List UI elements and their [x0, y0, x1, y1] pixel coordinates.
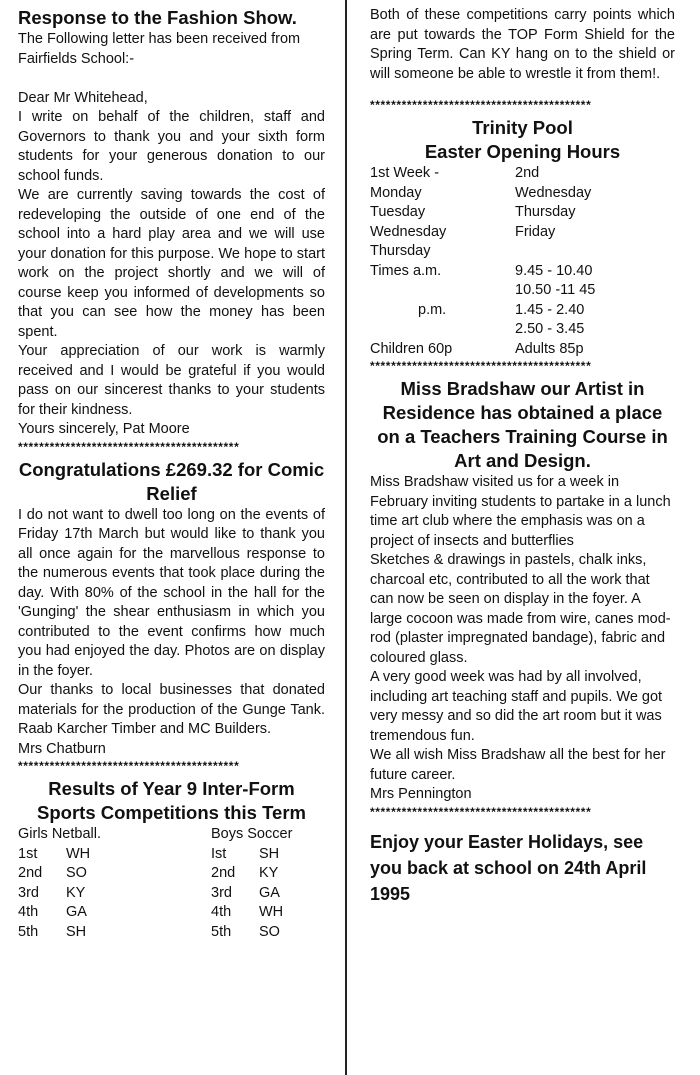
girls-form: WH: [66, 845, 91, 862]
girls-position: 5th: [18, 923, 39, 940]
boys-soccer-label: Boys Soccer: [211, 826, 293, 842]
pool-row: [370, 301, 675, 321]
pool-cell-left: p.m.: [418, 301, 447, 318]
comic-relief-signoff: Mrs Chatburn: [18, 740, 106, 757]
pool-hours-table: [370, 164, 675, 359]
fashion-title: Response to the Fashion Show.: [18, 7, 297, 28]
boys-position: Ist: [211, 845, 227, 862]
pool-cell-right: Thursday: [515, 204, 576, 220]
pool-cell-left: [370, 281, 515, 301]
easter-holiday-message: Enjoy your Easter Holidays, see you back at school on 24th April 1995: [370, 831, 647, 904]
boys-position: 4th: [211, 904, 232, 920]
girls-form: SO: [66, 865, 87, 881]
letter-signoff: Yours sincerely, Pat Moore: [18, 421, 190, 437]
girls-position: 1st: [18, 845, 38, 862]
boys-form: SH: [259, 845, 280, 862]
right-column: [370, 6, 675, 907]
comic-relief-title: Congratulations £269.32 for Comic Relief: [18, 458, 325, 504]
pool-cell-right: Adults 85p: [515, 340, 584, 357]
artist-para-4: We all wish Miss Bradshaw all the best for her future career.: [370, 747, 666, 783]
pool-cell-right: 1.45 - 2.40: [515, 301, 585, 318]
pool-row: [370, 340, 675, 360]
boys-position: 2nd: [211, 865, 236, 881]
artist-para-2: Sketches & drawings in pastels, chalk inks, charcoal etc, contributed to all the work that can now be seen on display in the foyer. A large cocoon was made from wire, canes mod-rod (plaster impregnated bandage), fabric and coloured glass.: [370, 552, 671, 666]
letter-para-1: I write on behalf of the children, staff and Governors to thank you and your sixth form students for your generous donation to our school funds.: [18, 109, 325, 184]
pool-row: [370, 281, 675, 301]
pool-row: [370, 242, 675, 262]
pool-row: [370, 223, 675, 243]
boys-form: GA: [259, 884, 280, 901]
pool-cell-left: [370, 320, 515, 340]
pool-cell-right: 10.50 -11 45: [515, 282, 596, 298]
girls-form: SH: [66, 923, 87, 940]
results-title: Results of Year 9 Inter-Form Sports Competitions this Term: [37, 778, 306, 823]
pool-row: [370, 262, 675, 282]
results-table: [18, 845, 325, 943]
fashion-intro: The Following letter has been received from Fairfields School:-: [18, 31, 301, 67]
pool-cell-left: Thursday: [370, 243, 431, 259]
pool-cell-left: Times a.m.: [370, 262, 442, 279]
boys-position: 3rd: [211, 884, 232, 901]
left-column: [18, 6, 325, 942]
separator-5: ******************************************: [370, 804, 592, 819]
artist-para-3: A very good week was had by all involved, including art teaching staff and pupils. We got very messy and so did the art room but it was tremendous fun.: [370, 669, 663, 744]
results-row: [18, 923, 325, 943]
girls-netball-label: Girls Netball.: [18, 826, 101, 842]
pool-cell-right: Wednesday: [515, 184, 592, 201]
results-row: [18, 903, 325, 923]
pool-row: [370, 184, 675, 204]
artist-para-1: Miss Bradshaw visited us for a week in February inviting students to partake in a lunch time art club where the emphasis was on a project of insects and butterflies: [370, 474, 671, 549]
pool-cell-left: Monday: [370, 184, 422, 201]
girls-form: KY: [66, 884, 86, 901]
pool-row: [370, 203, 675, 223]
results-row: [18, 864, 325, 884]
girls-position: 4th: [18, 904, 39, 920]
pool-row: [370, 320, 675, 340]
letter-para-3: Your appreciation of our work is warmly received and I would be grateful if you would pass on our sincerest thanks to your students for their kindness.: [18, 343, 325, 418]
pool-cell-left: Wednesday: [370, 223, 447, 240]
artist-signoff: Mrs Pennington: [370, 786, 472, 802]
results-row: [18, 884, 325, 904]
separator-1: ******************************************: [18, 439, 240, 454]
separator-3: ******************************************: [370, 98, 592, 112]
separator-4: ******************************************: [370, 359, 592, 373]
pool-cell-right: 2.50 - 3.45: [515, 321, 585, 337]
column-divider: [345, 0, 347, 1075]
girls-position: 3rd: [18, 884, 39, 901]
letter-salutation: Dear Mr Whitehead,: [18, 89, 148, 106]
artist-title: Miss Bradshaw our Artist in Residence has obtained a place on a Teachers Training Course in Art and Design.: [377, 378, 668, 471]
boys-form: SO: [259, 923, 280, 940]
pool-cell-right: 2nd: [515, 165, 540, 181]
results-header: [18, 825, 325, 845]
boys-form: WH: [259, 904, 284, 920]
separator-2: ******************************************: [18, 759, 240, 773]
pool-cell-left: 1st Week -: [370, 165, 440, 181]
pool-title-line-2: Easter Opening Hours: [424, 141, 621, 162]
letter-para-2: We are currently saving towards the cost of redeveloping the outside of one end of the school into a hard play area and we will use your donation for this purpose. We hope to start work on the project shortly and we will of course keep you informed of developments so that you can see how the money has been spent.: [18, 187, 325, 340]
pool-cell-right: Friday: [515, 223, 556, 240]
comic-relief-para-2: Our thanks to local businesses that donated materials for the production of the Gunge Tank. Raab Karcher Timber and MC Builders.: [18, 682, 325, 737]
comic-relief-para-1: I do not want to dwell too long on the events of Friday 17th March but would like to thank you all once again for the marvellous response to the numerous events that took place during the day. With 80% of the school in the hall for the 'Gunging' the shear enthusiasm in which you contributed to the event confirms how much you had enjoyed the day. Photos are on display in the foyer.: [18, 506, 325, 679]
competitions-note: Both of these competitions carry points which are put towards the TOP Form Shield for the Spring Term. Can KY hang on to the shield or will someone be able to wrestle it from them!.: [370, 7, 675, 82]
pool-title-line-1: Trinity Pool: [472, 117, 573, 138]
boys-position: 5th: [211, 923, 232, 940]
pool-cell-left: Tuesday: [370, 204, 426, 220]
boys-form: KY: [259, 865, 279, 881]
pool-cell-left: Children 60p: [370, 340, 453, 357]
results-row: [18, 845, 325, 865]
pool-row: [370, 164, 675, 184]
girls-form: GA: [66, 904, 87, 920]
girls-position: 2nd: [18, 865, 43, 881]
pool-cell-right: 9.45 - 10.40: [515, 262, 593, 279]
